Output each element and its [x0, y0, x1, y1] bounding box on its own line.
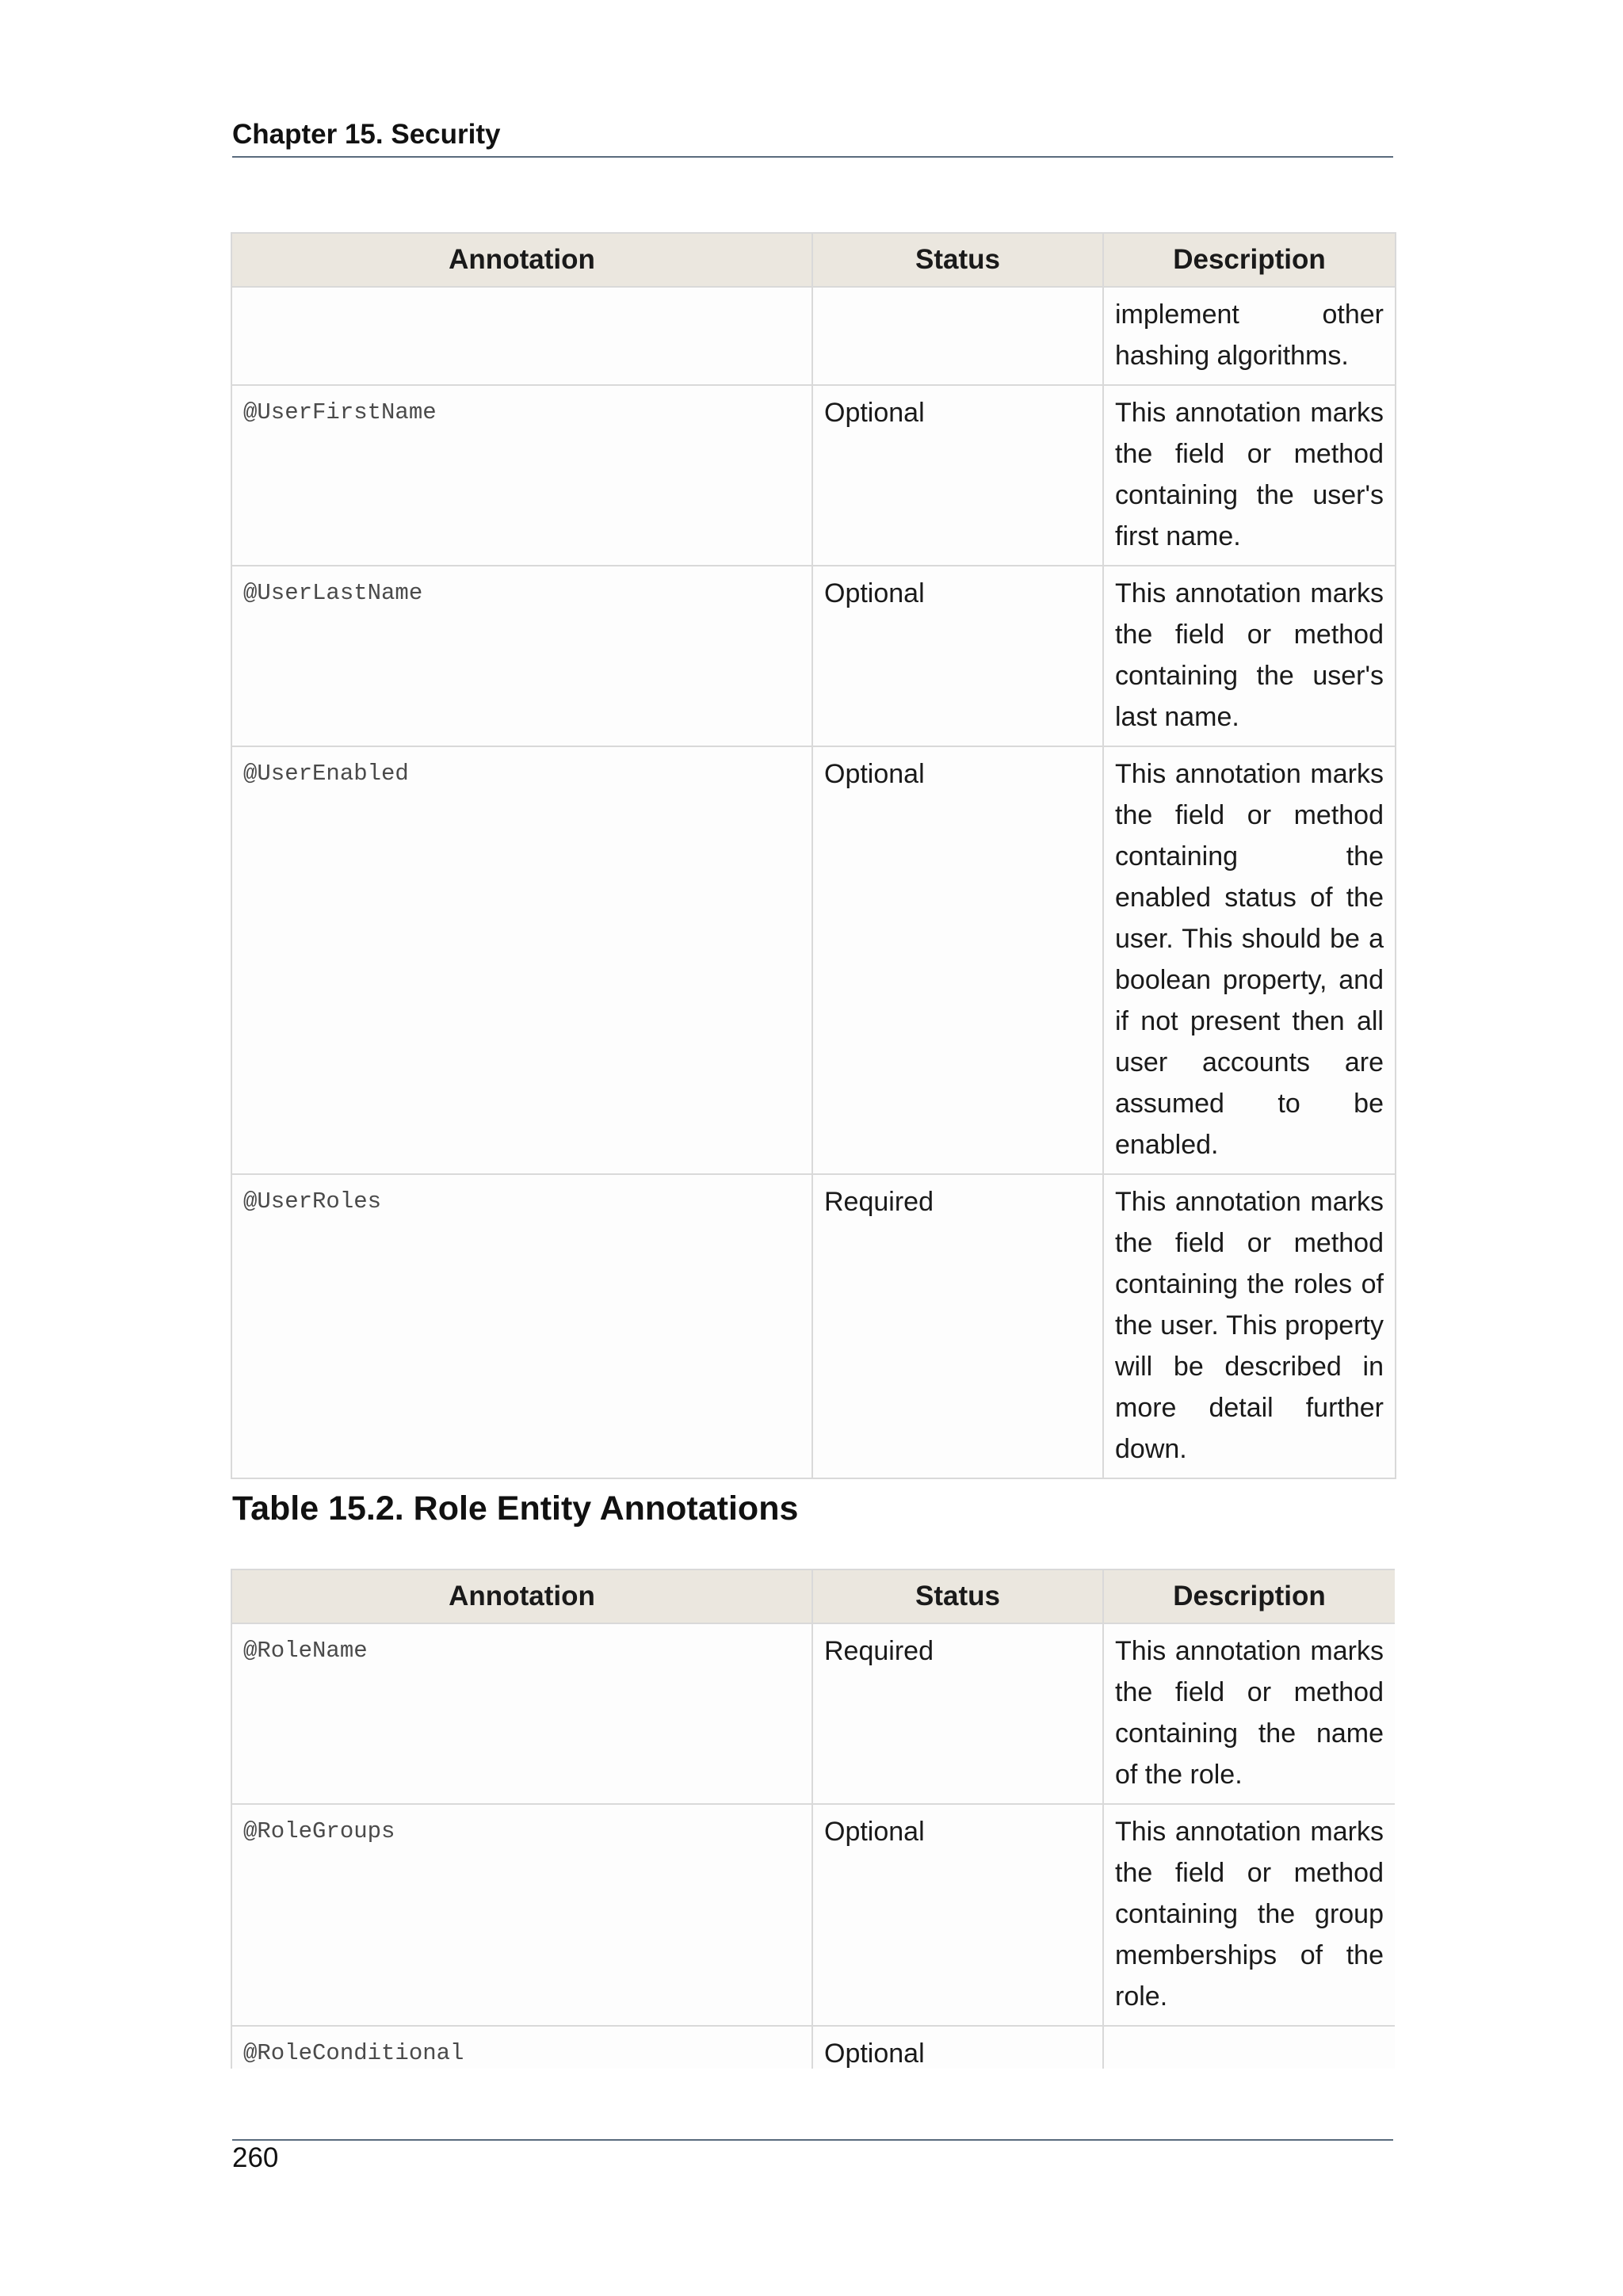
- description-cell: This annotation marks the field or method containing the enabled status of the user. This should be a boolean property, and if not present then all user accounts are assumed to be enabled.: [1103, 746, 1396, 1174]
- table-title: Table 15.2. Role Entity Annotations: [232, 1489, 799, 1527]
- table-row: [231, 746, 1396, 1174]
- table-row: [231, 1804, 1395, 2026]
- status-cell: Optional: [812, 1804, 1103, 2026]
- table-header-row: [231, 233, 1396, 287]
- column-header-annotation: Annotation: [231, 1569, 812, 1623]
- table-row: [231, 1623, 1395, 1804]
- role-entity-annotations-table: [231, 1569, 1395, 2069]
- description-cell: [1103, 2026, 1395, 2069]
- column-header-status: Status: [812, 233, 1103, 287]
- annotation-cell: @UserEnabled: [231, 746, 812, 1174]
- role-table-clip: [231, 1569, 1395, 2069]
- status-cell: Required: [812, 1174, 1103, 1478]
- footer-divider: [232, 2139, 1393, 2141]
- description-cell: This annotation marks the field or method containing the user's last name.: [1103, 566, 1396, 746]
- annotation-cell: @RoleName: [231, 1623, 812, 1804]
- column-header-annotation: Annotation: [231, 233, 812, 287]
- table-row: [231, 287, 1396, 385]
- description-cell: This annotation marks the field or method containing the group memberships of the role.: [1103, 1804, 1395, 2026]
- annotation-cell: @RoleGroups: [231, 1804, 812, 2026]
- description-cell: This annotation marks the field or method containing the name of the role.: [1103, 1623, 1395, 1804]
- status-cell: [812, 287, 1103, 385]
- annotation-cell: @UserLastName: [231, 566, 812, 746]
- status-cell: Optional: [812, 385, 1103, 566]
- chapter-header: Chapter 15. Security: [232, 119, 501, 150]
- user-entity-annotations-table: [231, 232, 1396, 1479]
- table-row: [231, 1174, 1396, 1478]
- status-cell: Required: [812, 1623, 1103, 1804]
- table-header-row: [231, 1569, 1395, 1623]
- column-header-description: Description: [1103, 233, 1396, 287]
- column-header-status: Status: [812, 1569, 1103, 1623]
- annotation-cell: @UserFirstName: [231, 385, 812, 566]
- status-cell: Optional: [812, 566, 1103, 746]
- status-cell: Optional: [812, 746, 1103, 1174]
- annotation-cell: @UserRoles: [231, 1174, 812, 1478]
- table-row: [231, 2026, 1395, 2069]
- annotation-cell: @RoleConditional: [231, 2026, 812, 2069]
- table-row: [231, 385, 1396, 566]
- table-row: [231, 566, 1396, 746]
- description-cell: This annotation marks the field or method containing the user's first name.: [1103, 385, 1396, 566]
- description-cell: This annotation marks the field or method containing the roles of the user. This property will be described in more detail further down.: [1103, 1174, 1396, 1478]
- column-header-description: Description: [1103, 1569, 1395, 1623]
- description-cell: implement other hashing algorithms.: [1103, 287, 1396, 385]
- header-divider: [232, 156, 1393, 158]
- page-number: 260: [232, 2142, 279, 2173]
- status-cell: Optional: [812, 2026, 1103, 2069]
- annotation-cell: [231, 287, 812, 385]
